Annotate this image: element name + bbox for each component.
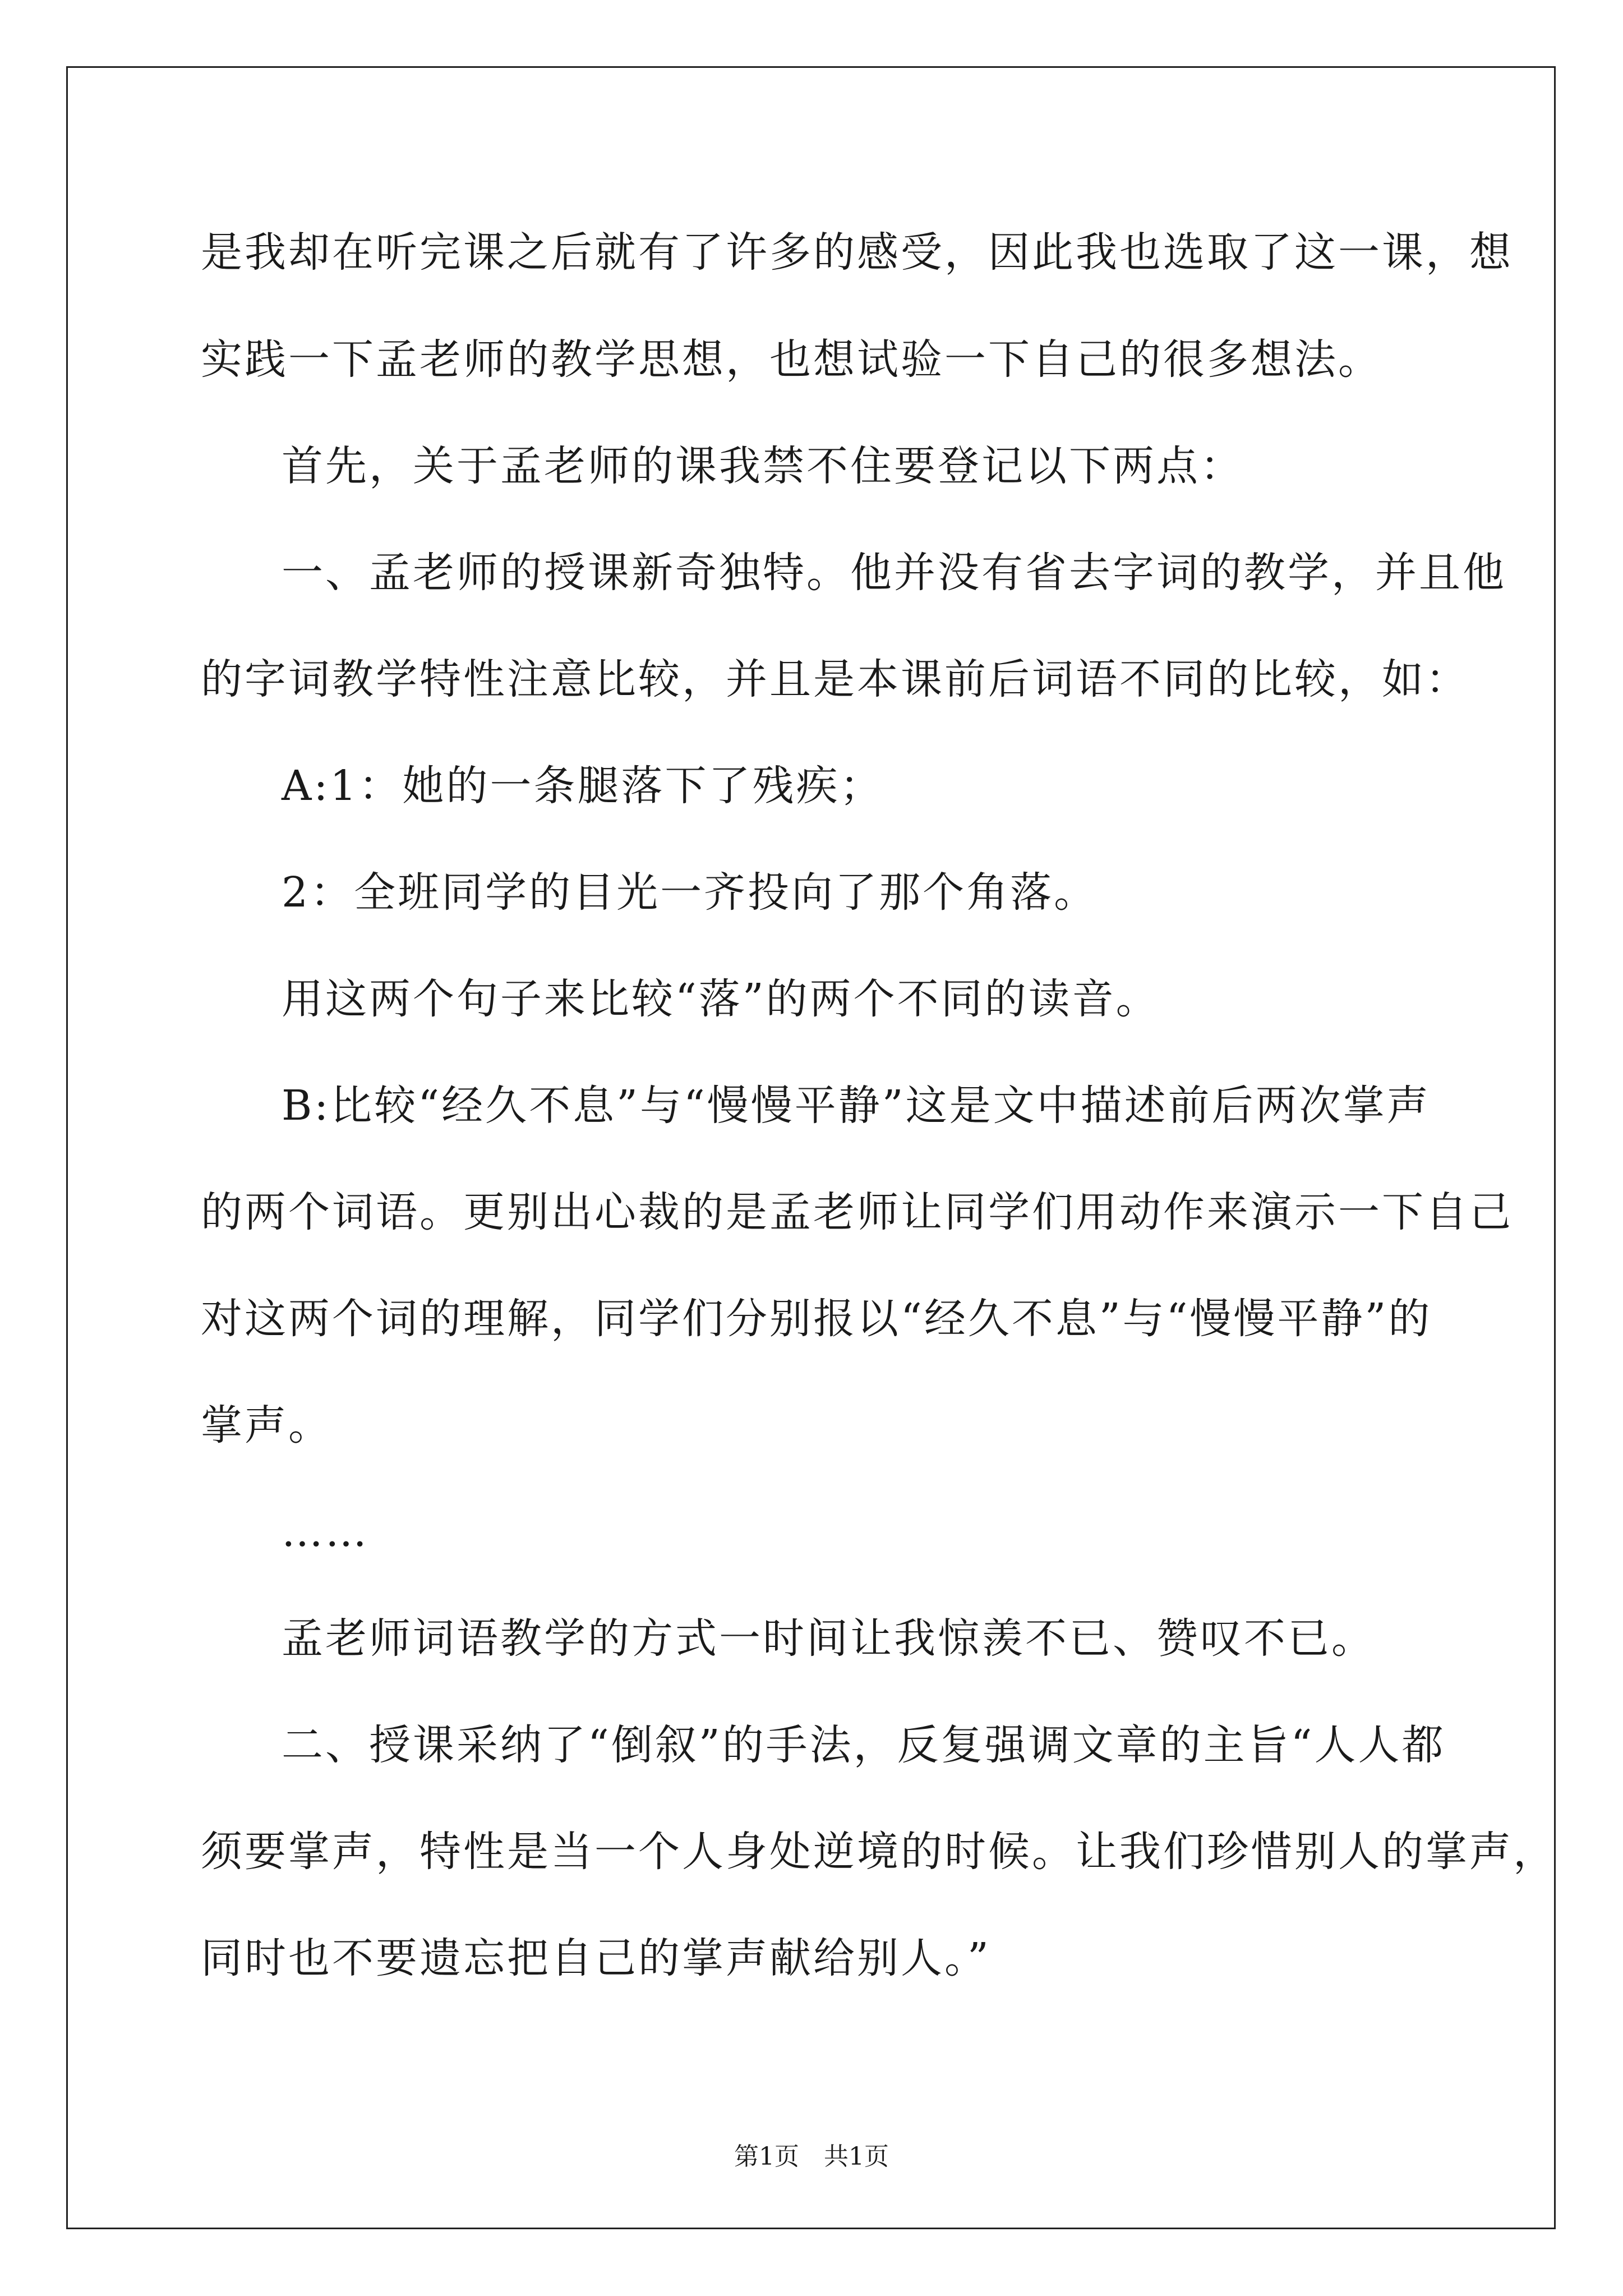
text-line: 掌声。 <box>201 1401 332 1450</box>
text-line: 首先，关于孟老师的课我禁不住要登记以下两点： <box>282 442 1244 490</box>
text-line: 用这两个句子来比较“落”的两个不同的读音。 <box>282 975 1160 1023</box>
text-line: 是我却在听完课之后就有了许多的感受，因此我也选取了这一课，想 <box>201 228 1513 277</box>
text-line: 须要掌声，特性是当一个人身处逆境的时候。让我们珍惜别人的掌声， <box>201 1828 1557 1876</box>
text-line: A:1：她的一条腿落下了残疾； <box>282 762 884 810</box>
text-line: 2：全班同学的目光一齐投向了那个角落。 <box>282 868 1098 917</box>
text-line: B:比较“经久不息”与“慢慢平静”这是文中描述前后两次掌声 <box>282 1082 1431 1130</box>
text-line: 实践一下孟老师的教学思想，也想试验一下自己的很多想法。 <box>201 335 1382 384</box>
text-line: 孟老师词语教学的方式一时间让我惊羡不已、赞叹不已。 <box>282 1614 1375 1663</box>
text-line: 对这两个词的理解，同学们分别报以“经久不息”与“慢慢平静”的 <box>201 1295 1432 1343</box>
page-number-footer: 第1页 共1页 <box>734 2142 889 2171</box>
text-line: 二、授课采纳了“倒叙”的手法，反复强调文章的主旨“人人都 <box>282 1721 1446 1769</box>
text-line: …… <box>282 1508 369 1556</box>
page-border <box>66 66 1556 2229</box>
text-line: 同时也不要遗忘把自己的掌声献给别人。” <box>201 1934 991 1982</box>
text-line: 的字词教学特性注意比较，并且是本课前后词语不同的比较，如： <box>201 655 1469 703</box>
text-line: 一、孟老师的授课新奇独特。他并没有省去字词的教学，并且他 <box>282 549 1506 597</box>
text-line: 的两个词语。更别出心裁的是孟老师让同学们用动作来演示一下自己 <box>201 1188 1513 1236</box>
